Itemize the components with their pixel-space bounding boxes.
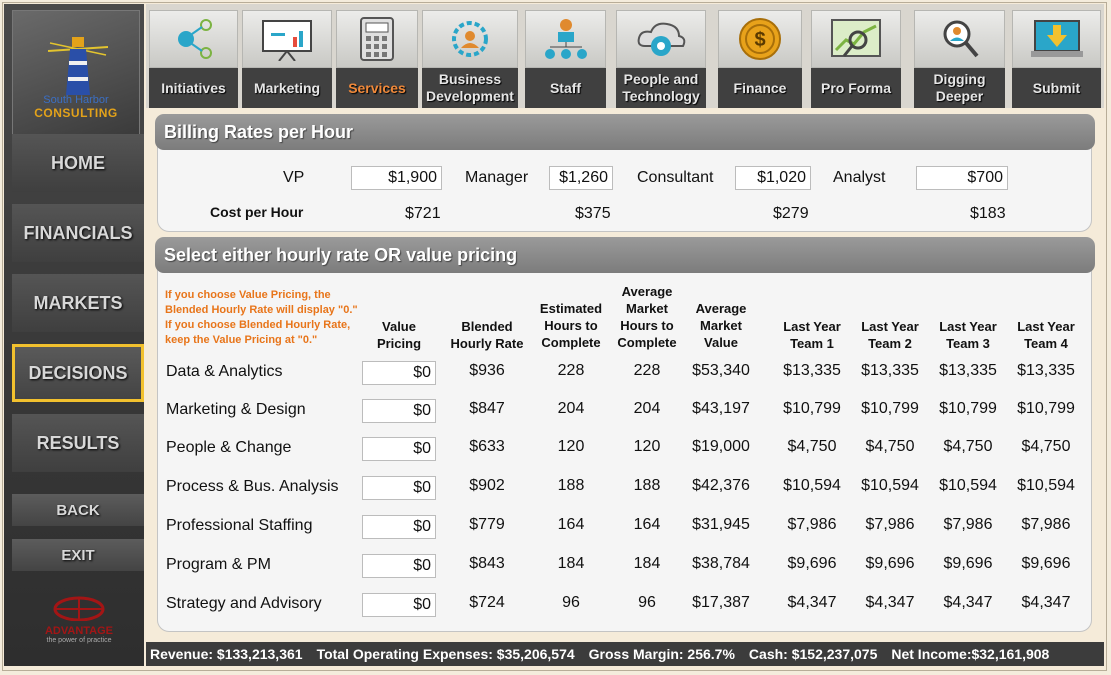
service-line-label: Program & PM bbox=[166, 556, 271, 573]
exit-button[interactable]: EXIT bbox=[12, 539, 144, 571]
role-label-consultant: Consultant bbox=[637, 169, 714, 186]
team4-cell: $4,347 bbox=[1021, 594, 1071, 611]
tab-label: Digging Deeper bbox=[914, 68, 1005, 108]
revenue-value: Revenue: $133,213,361 bbox=[150, 646, 303, 662]
market-value-cell: $43,197 bbox=[692, 400, 750, 417]
team2-cell: $9,696 bbox=[865, 555, 915, 572]
service-line-label: Process & Bus. Analysis bbox=[166, 478, 339, 495]
est-hours-cell: 204 bbox=[557, 400, 585, 417]
service-line-label: Marketing & Design bbox=[166, 401, 306, 418]
blended-rate-cell: $724 bbox=[469, 594, 505, 611]
team4-cell: $13,335 bbox=[1017, 362, 1075, 379]
tab-people-and-technology[interactable] bbox=[616, 10, 706, 108]
market-value-cell: $42,376 bbox=[692, 477, 750, 494]
value-pricing-input[interactable]: $0 bbox=[362, 399, 436, 423]
avg-market-hours-cell: 164 bbox=[633, 516, 661, 533]
nav-markets[interactable]: MARKETS bbox=[12, 274, 144, 332]
role-label-vp: VP bbox=[283, 169, 305, 186]
manager-cost: $375 bbox=[575, 205, 611, 222]
lighthouse-icon bbox=[48, 29, 108, 99]
team3-cell: $10,799 bbox=[939, 400, 997, 417]
service-line-label: Strategy and Advisory bbox=[166, 595, 322, 612]
tab-label: Finance bbox=[718, 68, 802, 108]
team3-cell: $13,335 bbox=[939, 362, 997, 379]
team1-cell: $7,986 bbox=[787, 516, 837, 533]
col-header-avg-market-value: Average Market Value bbox=[695, 301, 747, 350]
est-hours-cell: 120 bbox=[557, 438, 585, 455]
tab-label: People and Technology bbox=[616, 68, 706, 108]
sidebar bbox=[4, 4, 144, 666]
billing-panel-title: Billing Rates per Hour bbox=[155, 114, 1095, 150]
calculator-icon bbox=[359, 16, 395, 62]
team2-cell: $4,347 bbox=[865, 594, 915, 611]
manager-rate-input[interactable]: $1,260 bbox=[549, 166, 613, 190]
blended-rate-cell: $847 bbox=[469, 400, 505, 417]
team3-cell: $10,594 bbox=[939, 477, 997, 494]
col-header-blended: Blended Hourly Rate bbox=[450, 319, 524, 351]
value-pricing-input[interactable]: $0 bbox=[362, 437, 436, 461]
tab-initiatives[interactable] bbox=[149, 10, 238, 108]
team3-cell: $4,750 bbox=[943, 438, 993, 455]
cash-value: Cash: $152,237,075 bbox=[748, 646, 878, 662]
team1-cell: $4,347 bbox=[787, 594, 837, 611]
service-line-label: Data & Analytics bbox=[166, 363, 283, 380]
team2-cell: $4,750 bbox=[865, 438, 915, 455]
team4-cell: $9,696 bbox=[1021, 555, 1071, 572]
presentation-icon bbox=[259, 17, 315, 61]
est-hours-cell: 228 bbox=[557, 362, 585, 379]
value-pricing-input[interactable]: $0 bbox=[362, 476, 436, 500]
value-pricing-input[interactable]: $0 bbox=[362, 361, 436, 385]
nav-financials[interactable]: FINANCIALS bbox=[12, 204, 144, 262]
consultant-rate-input[interactable]: $1,020 bbox=[735, 166, 811, 190]
cloud-gear-icon bbox=[633, 16, 689, 62]
team4-cell: $10,799 bbox=[1017, 400, 1075, 417]
avg-market-hours-cell: 204 bbox=[633, 400, 661, 417]
vp-rate-input[interactable]: $1,900 bbox=[351, 166, 442, 190]
tab-services[interactable] bbox=[336, 10, 418, 108]
role-label-manager: Manager bbox=[465, 169, 529, 186]
cost-per-hour-label: Cost per Hour bbox=[210, 204, 304, 220]
tab-business-development[interactable] bbox=[422, 10, 518, 108]
svg-text:$: $ bbox=[754, 29, 766, 51]
blended-rate-cell: $902 bbox=[469, 477, 505, 494]
market-value-cell: $38,784 bbox=[692, 555, 750, 572]
team3-cell: $9,696 bbox=[943, 555, 993, 572]
blended-rate-cell: $779 bbox=[469, 516, 505, 533]
analyst-cost: $183 bbox=[970, 205, 1006, 222]
globe-icon bbox=[49, 591, 109, 621]
col-header-avg-market-hours: Average Market Hours to Complete bbox=[617, 284, 677, 350]
tab-label: Staff bbox=[525, 68, 606, 108]
download-icon bbox=[1029, 17, 1085, 61]
nav-decisions[interactable]: DECISIONS bbox=[12, 344, 144, 402]
tab-staff[interactable] bbox=[525, 10, 606, 108]
brand-line2: CONSULTING bbox=[34, 106, 118, 120]
team4-cell: $4,750 bbox=[1021, 438, 1071, 455]
tab-digging-deeper[interactable] bbox=[914, 10, 1005, 108]
advantage-logo bbox=[24, 589, 134, 659]
est-hours-cell: 164 bbox=[557, 516, 585, 533]
team1-cell: $13,335 bbox=[783, 362, 841, 379]
avg-market-hours-cell: 184 bbox=[633, 555, 661, 572]
tab-marketing[interactable] bbox=[242, 10, 332, 108]
network-icon bbox=[172, 17, 216, 61]
market-value-cell: $31,945 bbox=[692, 516, 750, 533]
blended-rate-cell: $633 bbox=[469, 438, 505, 455]
team1-cell: $4,750 bbox=[787, 438, 837, 455]
search-person-icon bbox=[937, 16, 983, 62]
team4-cell: $7,986 bbox=[1021, 516, 1071, 533]
col-header-team1: Last Year Team 1 bbox=[783, 319, 841, 351]
gear-person-icon bbox=[447, 16, 493, 62]
service-line-label: Professional Staffing bbox=[166, 517, 313, 534]
value-pricing-input[interactable]: $0 bbox=[362, 515, 436, 539]
brand-line1: South Harbor bbox=[43, 94, 109, 106]
status-bar bbox=[146, 642, 1104, 666]
avg-market-hours-cell: 188 bbox=[633, 477, 661, 494]
team1-cell: $9,696 bbox=[787, 555, 837, 572]
team3-cell: $4,347 bbox=[943, 594, 993, 611]
back-button[interactable]: BACK bbox=[12, 494, 144, 526]
avg-market-hours-cell: 96 bbox=[638, 594, 656, 611]
tab-label: Submit bbox=[1012, 68, 1101, 108]
tab-finance[interactable] bbox=[718, 10, 802, 108]
pricing-note: If you choose Value Pricing, the Blended Hourly Rate will display "0." If you choose Blended Hourly Rate, keep the Value Pricing at "0." bbox=[165, 289, 358, 346]
tab-label: Initiatives bbox=[149, 68, 238, 108]
gross-margin-value: Gross Margin: 256.7% bbox=[588, 646, 735, 662]
advantage-name: ADVANTAGE bbox=[44, 625, 114, 637]
top-tab-bar bbox=[146, 4, 1104, 108]
company-logo bbox=[12, 10, 140, 138]
team2-cell: $13,335 bbox=[861, 362, 919, 379]
col-header-est-hours: Estimated Hours to Complete bbox=[539, 301, 603, 350]
col-header-team3: Last Year Team 3 bbox=[939, 319, 997, 351]
col-header-value-pricing: Value Pricing bbox=[376, 319, 422, 351]
col-header-team2: Last Year Team 2 bbox=[861, 319, 919, 351]
team3-cell: $7,986 bbox=[943, 516, 993, 533]
value-pricing-input[interactable]: $0 bbox=[362, 593, 436, 617]
team1-cell: $10,594 bbox=[783, 477, 841, 494]
tab-pro-forma[interactable] bbox=[811, 10, 901, 108]
opex-value: Total Operating Expenses: $35,206,574 bbox=[316, 646, 575, 662]
blended-rate-cell: $843 bbox=[469, 555, 505, 572]
avg-market-hours-cell: 228 bbox=[633, 362, 661, 379]
advantage-tagline: the power of practice bbox=[46, 637, 112, 644]
est-hours-cell: 188 bbox=[557, 477, 585, 494]
dollar-coin-icon bbox=[737, 16, 783, 62]
est-hours-cell: 96 bbox=[562, 594, 580, 611]
pricing-panel-title: Select either hourly rate OR value pricing bbox=[155, 237, 1095, 273]
tab-submit[interactable] bbox=[1012, 10, 1101, 108]
avg-market-hours-cell: 120 bbox=[633, 438, 661, 455]
tab-label: Marketing bbox=[242, 68, 332, 108]
consultant-cost: $279 bbox=[773, 205, 809, 222]
role-label-analyst: Analyst bbox=[833, 169, 886, 186]
team-icon bbox=[541, 17, 591, 61]
market-value-cell: $53,340 bbox=[692, 362, 750, 379]
team2-cell: $10,799 bbox=[861, 400, 919, 417]
tab-label: Services bbox=[336, 68, 418, 108]
value-pricing-input[interactable]: $0 bbox=[362, 554, 436, 578]
tab-label: Pro Forma bbox=[811, 68, 901, 108]
team2-cell: $10,594 bbox=[861, 477, 919, 494]
col-header-team4: Last Year Team 4 bbox=[1017, 319, 1075, 351]
team1-cell: $10,799 bbox=[783, 400, 841, 417]
blended-rate-cell: $936 bbox=[469, 362, 505, 379]
nav-results[interactable]: RESULTS bbox=[12, 414, 144, 472]
est-hours-cell: 184 bbox=[557, 555, 585, 572]
service-line-label: People & Change bbox=[166, 439, 292, 456]
nav-home[interactable]: HOME bbox=[12, 134, 144, 192]
market-value-cell: $17,387 bbox=[692, 594, 750, 611]
vp-cost: $721 bbox=[405, 205, 441, 222]
analyst-rate-input[interactable]: $700 bbox=[916, 166, 1008, 190]
net-income-value: Net Income:$32,161,908 bbox=[891, 646, 1050, 662]
tab-label: Business Development bbox=[422, 68, 518, 108]
team2-cell: $7,986 bbox=[865, 516, 915, 533]
chart-magnifier-icon bbox=[828, 16, 884, 62]
team4-cell: $10,594 bbox=[1017, 477, 1075, 494]
market-value-cell: $19,000 bbox=[692, 438, 750, 455]
